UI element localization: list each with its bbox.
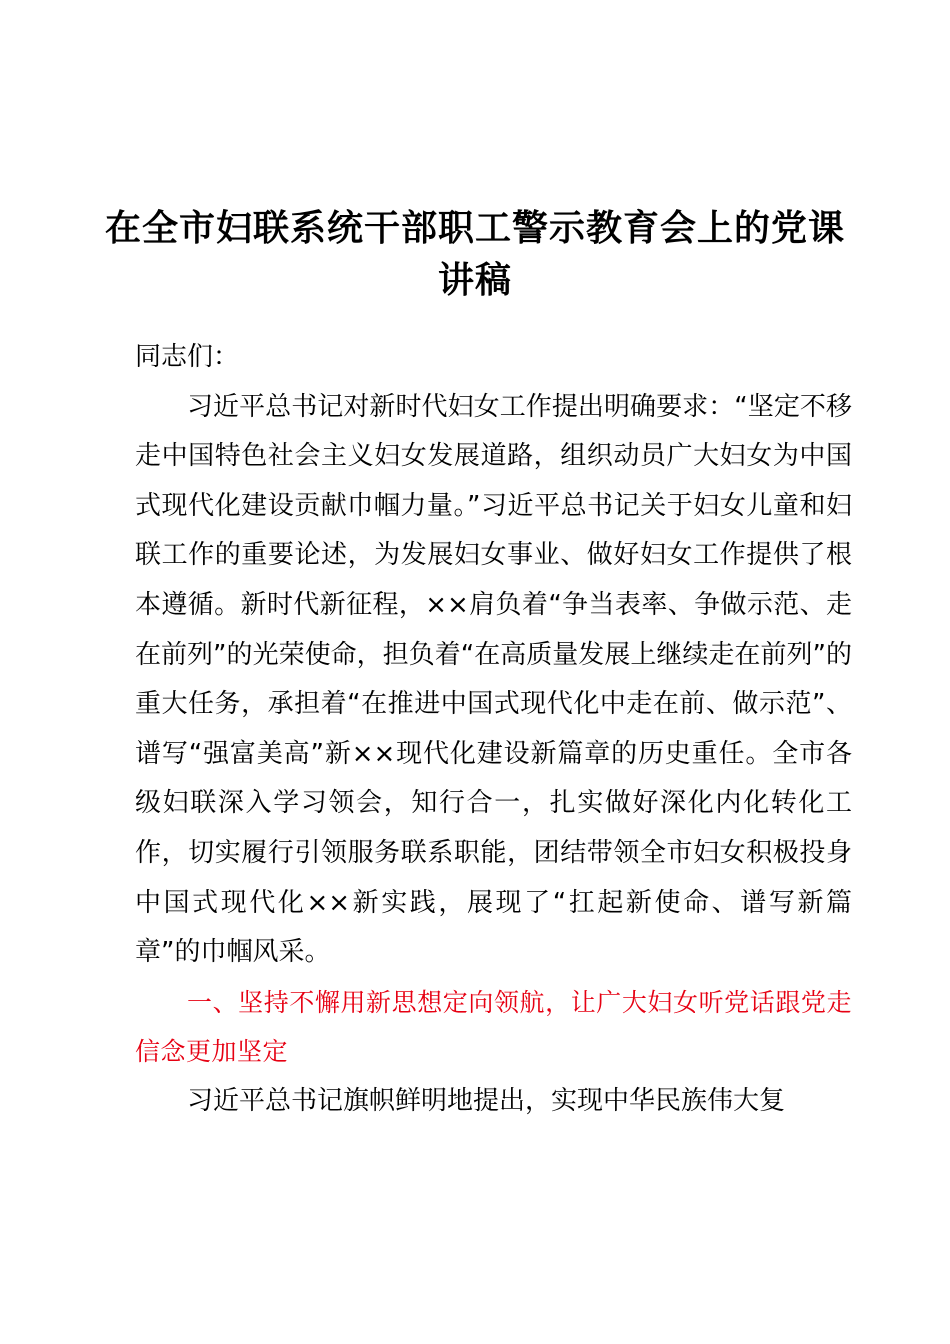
salutation: 同志们：: [135, 342, 240, 372]
document-title: 在全市妇联系统干部职工警示教育会上的党课讲稿: [104, 208, 845, 301]
document-body: [135, 333, 852, 1127]
paragraph-section-1: 习近平总书记旗帜鲜明地提出，实现中华民族伟大复: [187, 1085, 786, 1116]
section-heading-1: 一、坚持不懈用新思想定向领航，让广大妇女听党话跟党走信念更加坚定: [135, 987, 852, 1067]
paragraph-intro: 习近平总书记对新时代妇女工作提出明确要求：“坚定不移走中国特色社会主义妇女发展道路，组织动员广大妇女为中国式现代化建设贡献巾帼力量。”习近平总书记关于妇女儿童和妇联工作的重要论述，为发展妇女事业、做好妇女工作提供了根本遵循。新时代新征程，××肩负着“争当表率、争做示范、走在前列”的光荣使命，担负着“在高质量发展上继续走在前列”的重大任务，承担着“在推进中国式现代化中走在前、做示范”、谱写“强富美高”新××现代化建设新篇章的历史重任。全市各级妇联深入学习领会，知行合一，扎实做好深化内化转化工作，切实履行引领服务联系职能，团结带领全市妇女积极投身中国式现代化××新实践，展现了“扛起新使命、谱写新篇章”的巾帼风采。: [135, 391, 852, 968]
